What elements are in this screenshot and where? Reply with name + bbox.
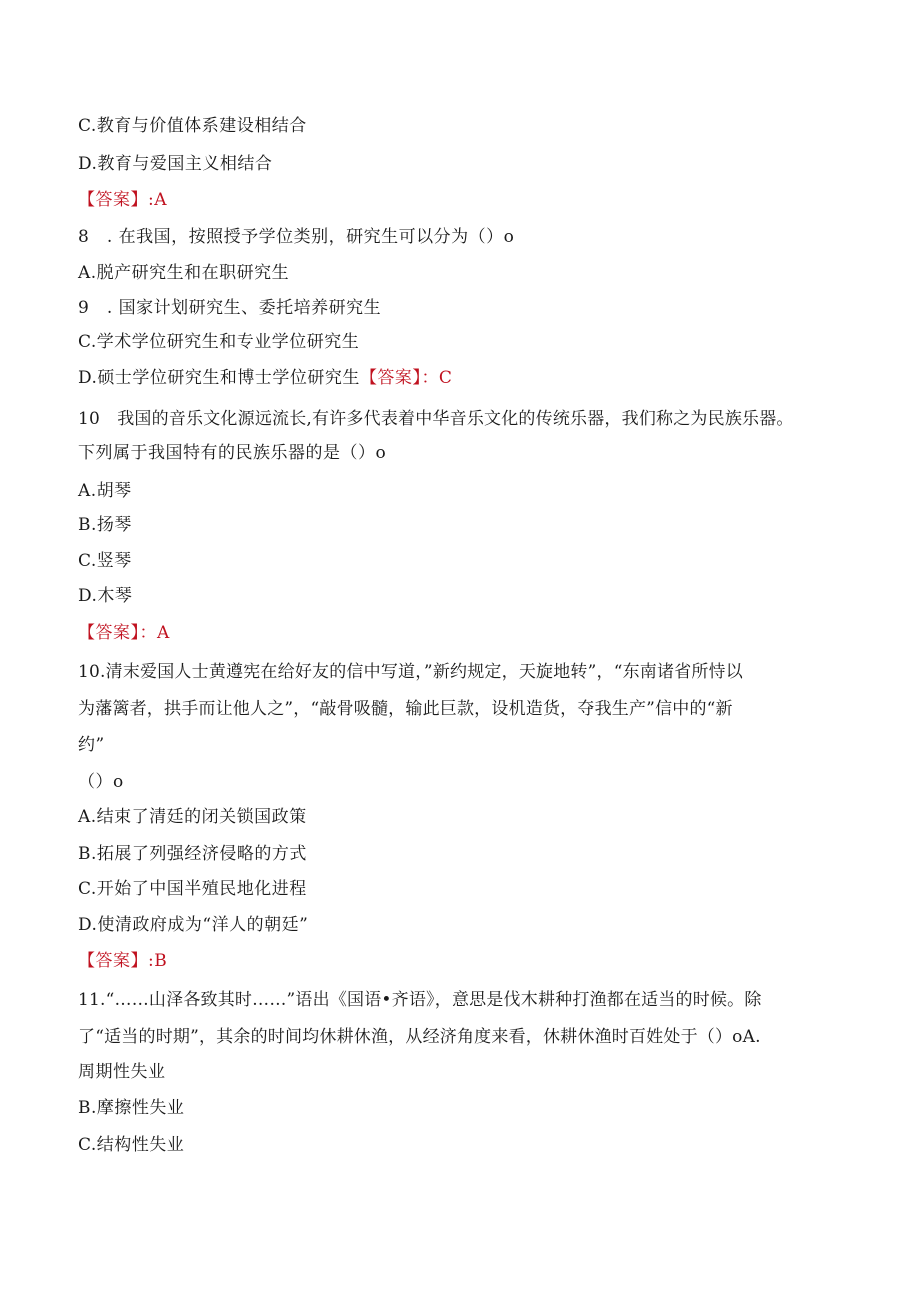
option-line: B.拓展了列强经济侵略的方式 bbox=[78, 844, 307, 864]
option-line: D.木琴 bbox=[78, 586, 133, 606]
answer-label: 【答案】 bbox=[78, 190, 148, 210]
answer-line bbox=[78, 189, 167, 211]
answer-label: 【答案】 bbox=[359, 368, 422, 388]
question-line: 9 . 国家计划研究生、委托培养研究生 bbox=[78, 298, 382, 318]
question-line: 10 我国的音乐文化源远流长,有许多代表着中华音乐文化的传统乐器，我们称之为民族乐器。 bbox=[78, 409, 794, 429]
option-line: 周期性失业 bbox=[78, 1062, 166, 1082]
question-line: 了“适当的时期”，其余的时间均休耕休渔，从经济角度来看，休耕休渔时百姓处于（）oA. bbox=[78, 1027, 761, 1047]
option-line: C.学术学位研究生和专业学位研究生 bbox=[78, 332, 360, 352]
answer-label: 【答案】 bbox=[78, 951, 148, 971]
option-line: D.教育与爱国主义相结合 bbox=[78, 154, 273, 174]
option-line: B.扬琴 bbox=[78, 515, 132, 535]
option-line: A.脱产研究生和在职研究生 bbox=[78, 263, 290, 283]
question-line: （）o bbox=[78, 772, 124, 792]
option-line: C.开始了中国半殖民地化进程 bbox=[78, 879, 307, 899]
answer-label: 【答案】 bbox=[78, 623, 140, 643]
question-line: 8 . 在我国，按照授予学位类别，研究生可以分为（）o bbox=[78, 227, 515, 247]
question-line: 约” bbox=[78, 735, 105, 755]
question-line: 为藩篱者，拱手而让他人之”，“敲骨吸髓，输此巨款，设机造货，夺我生产”信中的“新 bbox=[78, 699, 733, 719]
answer-line bbox=[78, 950, 167, 972]
question-line: 下列属于我国特有的民族乐器的是（）o bbox=[78, 443, 387, 463]
option-answer-line: D.硕士学位研究生和博士学位研究生【答案】：C bbox=[78, 368, 453, 388]
answer-value: :B bbox=[148, 951, 168, 971]
option-line: B.摩擦性失业 bbox=[78, 1098, 185, 1118]
option-line: A.胡琴 bbox=[78, 481, 132, 501]
question-line: 11.“……山泽各致其时……”语出《国语•齐语》，意思是伐木耕种打渔都在适当的时候。除 bbox=[78, 990, 762, 1010]
answer-value: ：A bbox=[139, 623, 170, 643]
option-line: C.竖琴 bbox=[78, 551, 132, 571]
answer-value: ：C bbox=[421, 368, 453, 388]
answer-value: :A bbox=[148, 190, 168, 210]
option-line: A.结束了清廷的闭关锁国政策 bbox=[78, 807, 307, 827]
option-line: C.结构性失业 bbox=[78, 1135, 185, 1155]
option-line: C.教育与价值体系建设相结合 bbox=[78, 116, 307, 136]
option-line: D.使清政府成为“洋人的朝廷” bbox=[78, 915, 309, 935]
answer-line bbox=[78, 622, 170, 644]
question-line: 10.清末爱国人士黄遵宪在给好友的信中写道，”新约规定，天旋地转”，“东南诸省所恃以 bbox=[78, 662, 744, 682]
